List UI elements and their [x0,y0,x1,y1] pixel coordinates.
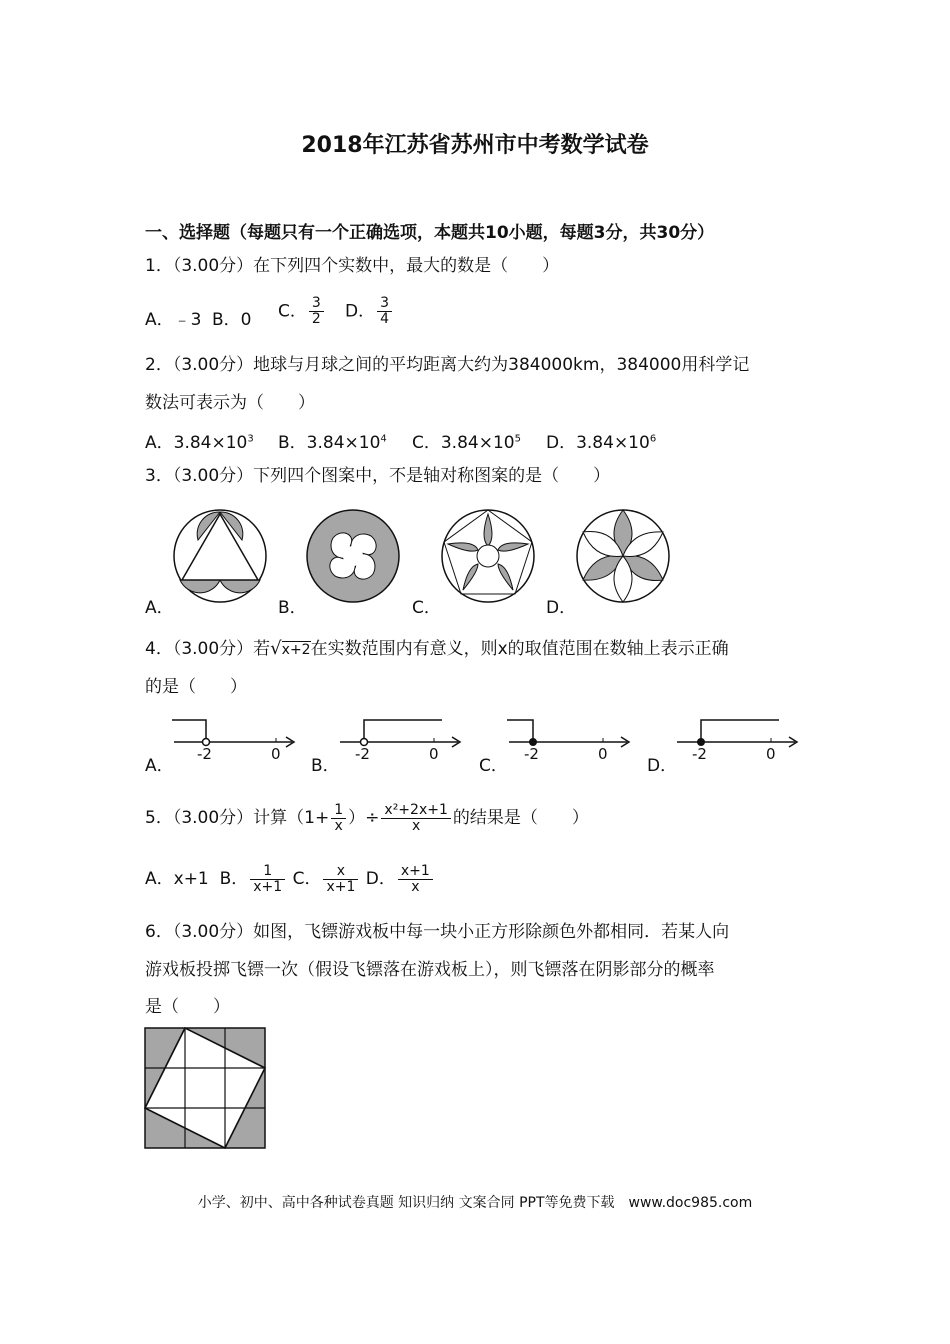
q4-d-tick-right: 0 [766,745,776,763]
q2-c-exp: 5 [514,433,521,445]
q3-stem: 3．（3.00分）下列四个图案中，不是轴对称图案的是（ ） [145,466,611,486]
q1-option-a: A．﹣3 [145,310,202,330]
q4-stem-post: 在实数范围内有意义，则x的取值范围在数轴上表示正确 [310,639,729,659]
q1-d-fraction [377,296,392,327]
q5-f2-den: x [411,817,421,834]
q1-c-num: 3 [309,296,324,312]
q4-option-c: C． [479,756,508,776]
q1-option-c [278,296,326,327]
q5-stem-pre: 5．（3.00分）计算（1+ [145,808,330,828]
q6-stem-line2: 游戏板投掷飞镖一次（假设飞镖落在游戏板上），则飞镖落在阴影部分的概率 [145,960,715,980]
q5-b-fraction [250,864,285,895]
q2-b-exp: 4 [380,433,387,445]
q5-stem-post: 的结果是（ ） [452,808,589,828]
q3-figure-d [575,508,675,608]
q6-dartboard-figure [145,1028,265,1148]
q6-stem-line1: 6．（3.00分）如图，飞镖游戏板中每一块小正方形除颜色外都相同．若某人向 [145,922,730,942]
q3-option-a: A． [145,598,174,618]
q2-option-d [546,428,656,453]
q1-option-c-label: C． [278,301,307,322]
radical-sign-icon: √ [270,638,282,659]
q2-stem-line2: 数法可表示为（ ） [145,393,315,413]
q3-option-c: C． [412,598,441,618]
q1-stem: 1．（3.00分）在下列四个实数中，最大的数是（ ） [145,256,560,276]
q5-c-num: x [323,864,358,880]
section-heading: 一、选择题（每题只有一个正确选项，本题共10小题，每题3分，共30分） [145,223,715,243]
q2-d-exp: 6 [649,433,657,445]
q4-option-d: D． [647,756,678,776]
q4-option-a: A． [145,756,174,776]
q5-d-num: x+1 [398,864,433,880]
q3-figure-b [305,508,405,608]
q4-c-tick-left: -2 [524,745,539,763]
q3-figure-a [172,508,272,608]
q1-option-d-label: D． [345,301,376,322]
q4-a-tick-right: 0 [271,745,281,763]
q2-stem-line1: 2．（3.00分）地球与月球之间的平均距离大约为384000km，384000用科学记 [145,355,750,375]
q4-b-tick-right: 0 [429,745,439,763]
q5-f2-num: x²+2x+1 [381,803,450,819]
q4-radicand: x+2 [281,642,311,658]
q5-d-fraction [398,864,433,895]
q2-a-exp: 3 [247,433,254,445]
q5-option-d: D． [365,869,396,889]
q5-stem [145,800,589,836]
q5-c-den: x+1 [326,878,356,895]
q2-b-base: B．3.84×10 [278,433,381,453]
q3-option-d: D． [546,598,577,618]
q5-b-num: 1 [250,864,285,880]
q5-option-c: C． [292,869,322,889]
q2-option-c [412,428,521,453]
q5-stem-mid: ）÷ [348,808,380,828]
q5-f1-den: x [334,817,343,834]
q4-b-tick-left: -2 [355,745,370,763]
q1-c-den: 2 [311,311,321,327]
q5-fraction-2 [381,803,450,834]
q4-d-tick-left: -2 [692,745,707,763]
q5-fraction-1 [331,803,346,834]
q5-f1-num: 1 [331,803,346,819]
q4-stem-pre: 4．（3.00分）若 [145,639,271,659]
q5-option-a: A．x+1 [145,869,209,889]
q2-c-base: C．3.84×10 [412,433,515,453]
q4-c-tick-right: 0 [598,745,608,763]
page-footer: 小学、初中、高中各种试卷真题 知识归纳 文案合同 PPT等免费下载 www.doc985.com [197,1195,753,1211]
q3-option-b: B． [278,598,307,618]
q2-d-base: D．3.84×10 [546,433,650,453]
q1-option-b: B．0 [212,310,252,330]
q2-option-a [145,428,254,453]
q2-a-base: A．3.84×10 [145,433,248,453]
q5-d-den: x [411,878,420,895]
q1-option-d [345,296,394,327]
q1-c-fraction [309,296,324,327]
q4-stem-line1 [145,639,729,660]
q4-option-b: B． [311,756,340,776]
q1-d-den: 4 [380,311,390,327]
page-title: 2018年江苏省苏州市中考数学试卷 [301,133,649,158]
q6-stem-line3: 是（ ） [145,997,230,1017]
q5-options [145,861,435,897]
q4-stem-line2: 的是（ ） [145,677,247,697]
q3-figure-c [440,508,540,608]
q1-d-num: 3 [377,296,392,312]
q5-c-fraction [323,864,358,895]
q2-option-b [278,428,387,453]
q4-a-tick-left: -2 [197,745,212,763]
q5-option-b: B． [219,869,249,889]
q5-b-den: x+1 [253,878,283,895]
